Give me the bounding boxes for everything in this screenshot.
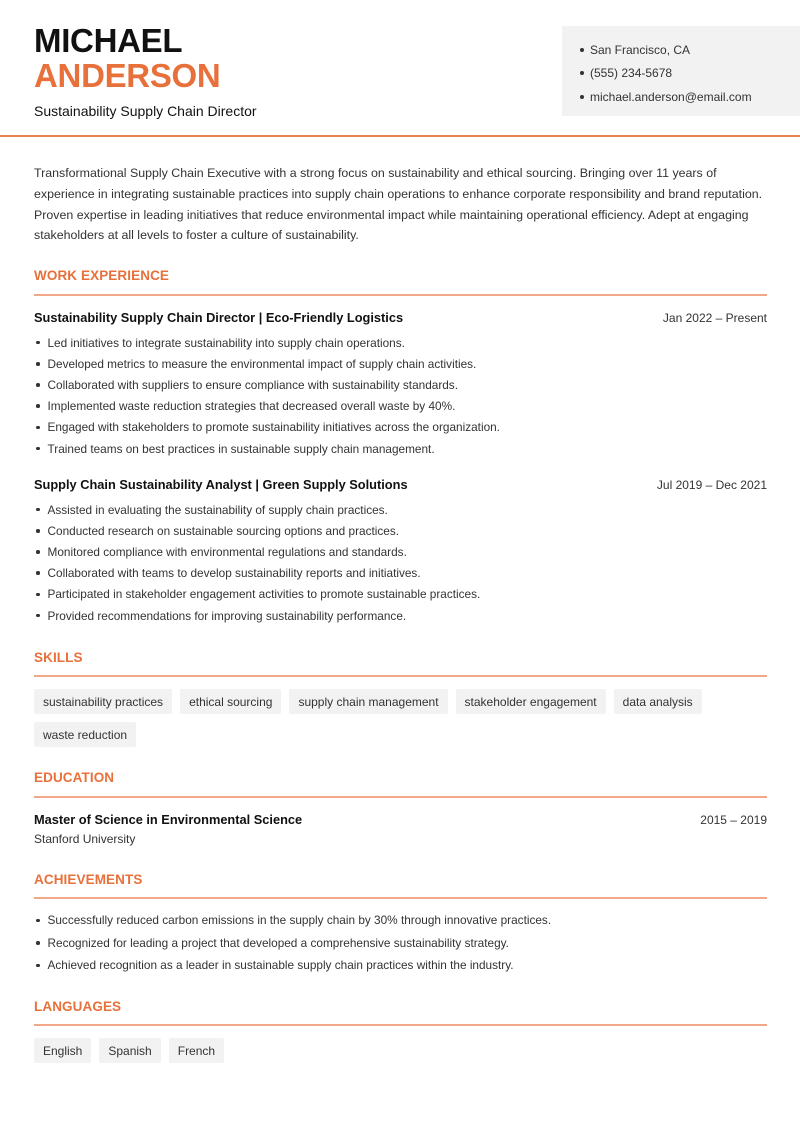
job-header [34,310,767,325]
summary-paragraph: Transformational Supply Chain Executive with a strong focus on sustainability and ethical sourcing. Bringing over 11 years of experience in integrating sustainable practices into supply chain operations to enhance corporate responsibility and brand reputation. Proven expertise in leading initiatives that reduce environmental impact while maintaining operational efficiency. Adept at engaging stakeholders at all levels to foster a culture of sustainability. [34,166,763,243]
job-dates: Jul 2019 – Dec 2021 [656,478,767,492]
bullet-icon [36,593,40,597]
list-item: Provided recommendations for improving sustainability performance. [34,605,767,626]
list-item: Conducted research on sustainable sourcing options and practices. [34,520,767,541]
section-divider [34,897,767,899]
language-chip: French [169,1038,224,1063]
bullet-icon [36,919,40,923]
section-divider [34,675,767,677]
resume-header [0,0,800,137]
education-header [34,812,767,827]
section-title-work: WORK EXPERIENCE [34,268,170,283]
bullet-icon [36,964,40,968]
education-degree: Master of Science in Environmental Science [34,812,303,827]
contact-phone [580,62,800,86]
languages-list [34,1038,774,1063]
education-dates: 2015 – 2019 [700,813,767,827]
bullet-icon [36,550,40,554]
email-text: michael.anderson@email.com [590,89,752,104]
skill-chip: ethical sourcing [180,689,281,714]
list-item: Monitored compliance with environmental regulations and standards. [34,541,767,562]
list-item: Collaborated with suppliers to ensure compliance with sustainability standards. [34,374,767,395]
bullet-icon [36,383,40,387]
job-header [34,477,767,492]
bullet-icon [36,447,40,451]
job-dates: Jan 2022 – Present [662,311,767,325]
skill-chip: stakeholder engagement [456,689,606,714]
section-divider [34,796,767,798]
phone-text: (555) 234-5678 [590,66,673,81]
name-block [34,24,257,119]
skill-chip: waste reduction [34,722,136,747]
achievements-list [34,909,767,977]
list-item: Developed metrics to measure the environmental impact of supply chain activities. [34,353,767,374]
bullet-icon [36,341,40,345]
bullet-icon [580,95,584,99]
job-bullets [34,499,767,626]
bullet-icon [580,71,584,75]
list-item: Assisted in evaluating the sustainability of supply chain practices. [34,499,767,520]
list-item: Successfully reduced carbon emissions in the supply chain by 30% through innovative practices. [34,909,767,932]
skill-chip: sustainability practices [34,689,172,714]
bullet-icon [36,404,40,408]
list-item: Engaged with stakeholders to promote sustainability initiatives across the organization. [34,417,767,438]
bullet-icon [36,941,40,945]
skills-list [34,689,774,747]
list-item: Implemented waste reduction strategies that decreased overall waste by 40%. [34,396,767,417]
section-title-languages: LANGUAGES [34,999,122,1014]
bullet-icon [36,614,40,618]
job-title: Sustainability Supply Chain Director [34,103,257,119]
section-title-education: EDUCATION [34,770,115,785]
job-role: Sustainability Supply Chain Director | Eco-Friendly Logistics [34,310,404,325]
bullet-icon [36,529,40,533]
list-item: Participated in stakeholder engagement activities to promote sustainable practices. [34,584,767,605]
bullet-icon [36,508,40,512]
education-school: Stanford University [34,832,136,846]
language-chip: Spanish [99,1038,160,1063]
list-item: Recognized for leading a project that developed a comprehensive sustainability strategy. [34,932,767,955]
language-chip: English [34,1038,91,1063]
section-title-achievements: ACHIEVEMENTS [34,872,143,887]
bullet-icon [36,426,40,430]
section-divider [34,294,767,296]
bullet-icon [36,362,40,366]
section-divider [34,1024,767,1026]
job-role: Supply Chain Sustainability Analyst | Green Supply Solutions [34,477,408,492]
list-item: Collaborated with teams to develop sustainability reports and initiatives. [34,563,767,584]
list-item: Achieved recognition as a leader in sustainable supply chain practices within the industry. [34,954,767,977]
bullet-icon [580,48,584,52]
contact-email [580,85,800,109]
job-bullets [34,332,767,459]
list-item: Led initiatives to integrate sustainability into supply chain operations. [34,332,767,353]
skill-chip: supply chain management [289,689,447,714]
location-text: San Francisco, CA [590,42,691,57]
section-title-skills: SKILLS [34,650,83,665]
skill-chip: data analysis [614,689,702,714]
first-name: MICHAEL [34,22,183,59]
contact-box [562,26,800,116]
bullet-icon [36,571,40,575]
list-item: Trained teams on best practices in sustainable supply chain management. [34,438,767,459]
last-name: ANDERSON [34,57,221,94]
contact-location [580,38,800,62]
